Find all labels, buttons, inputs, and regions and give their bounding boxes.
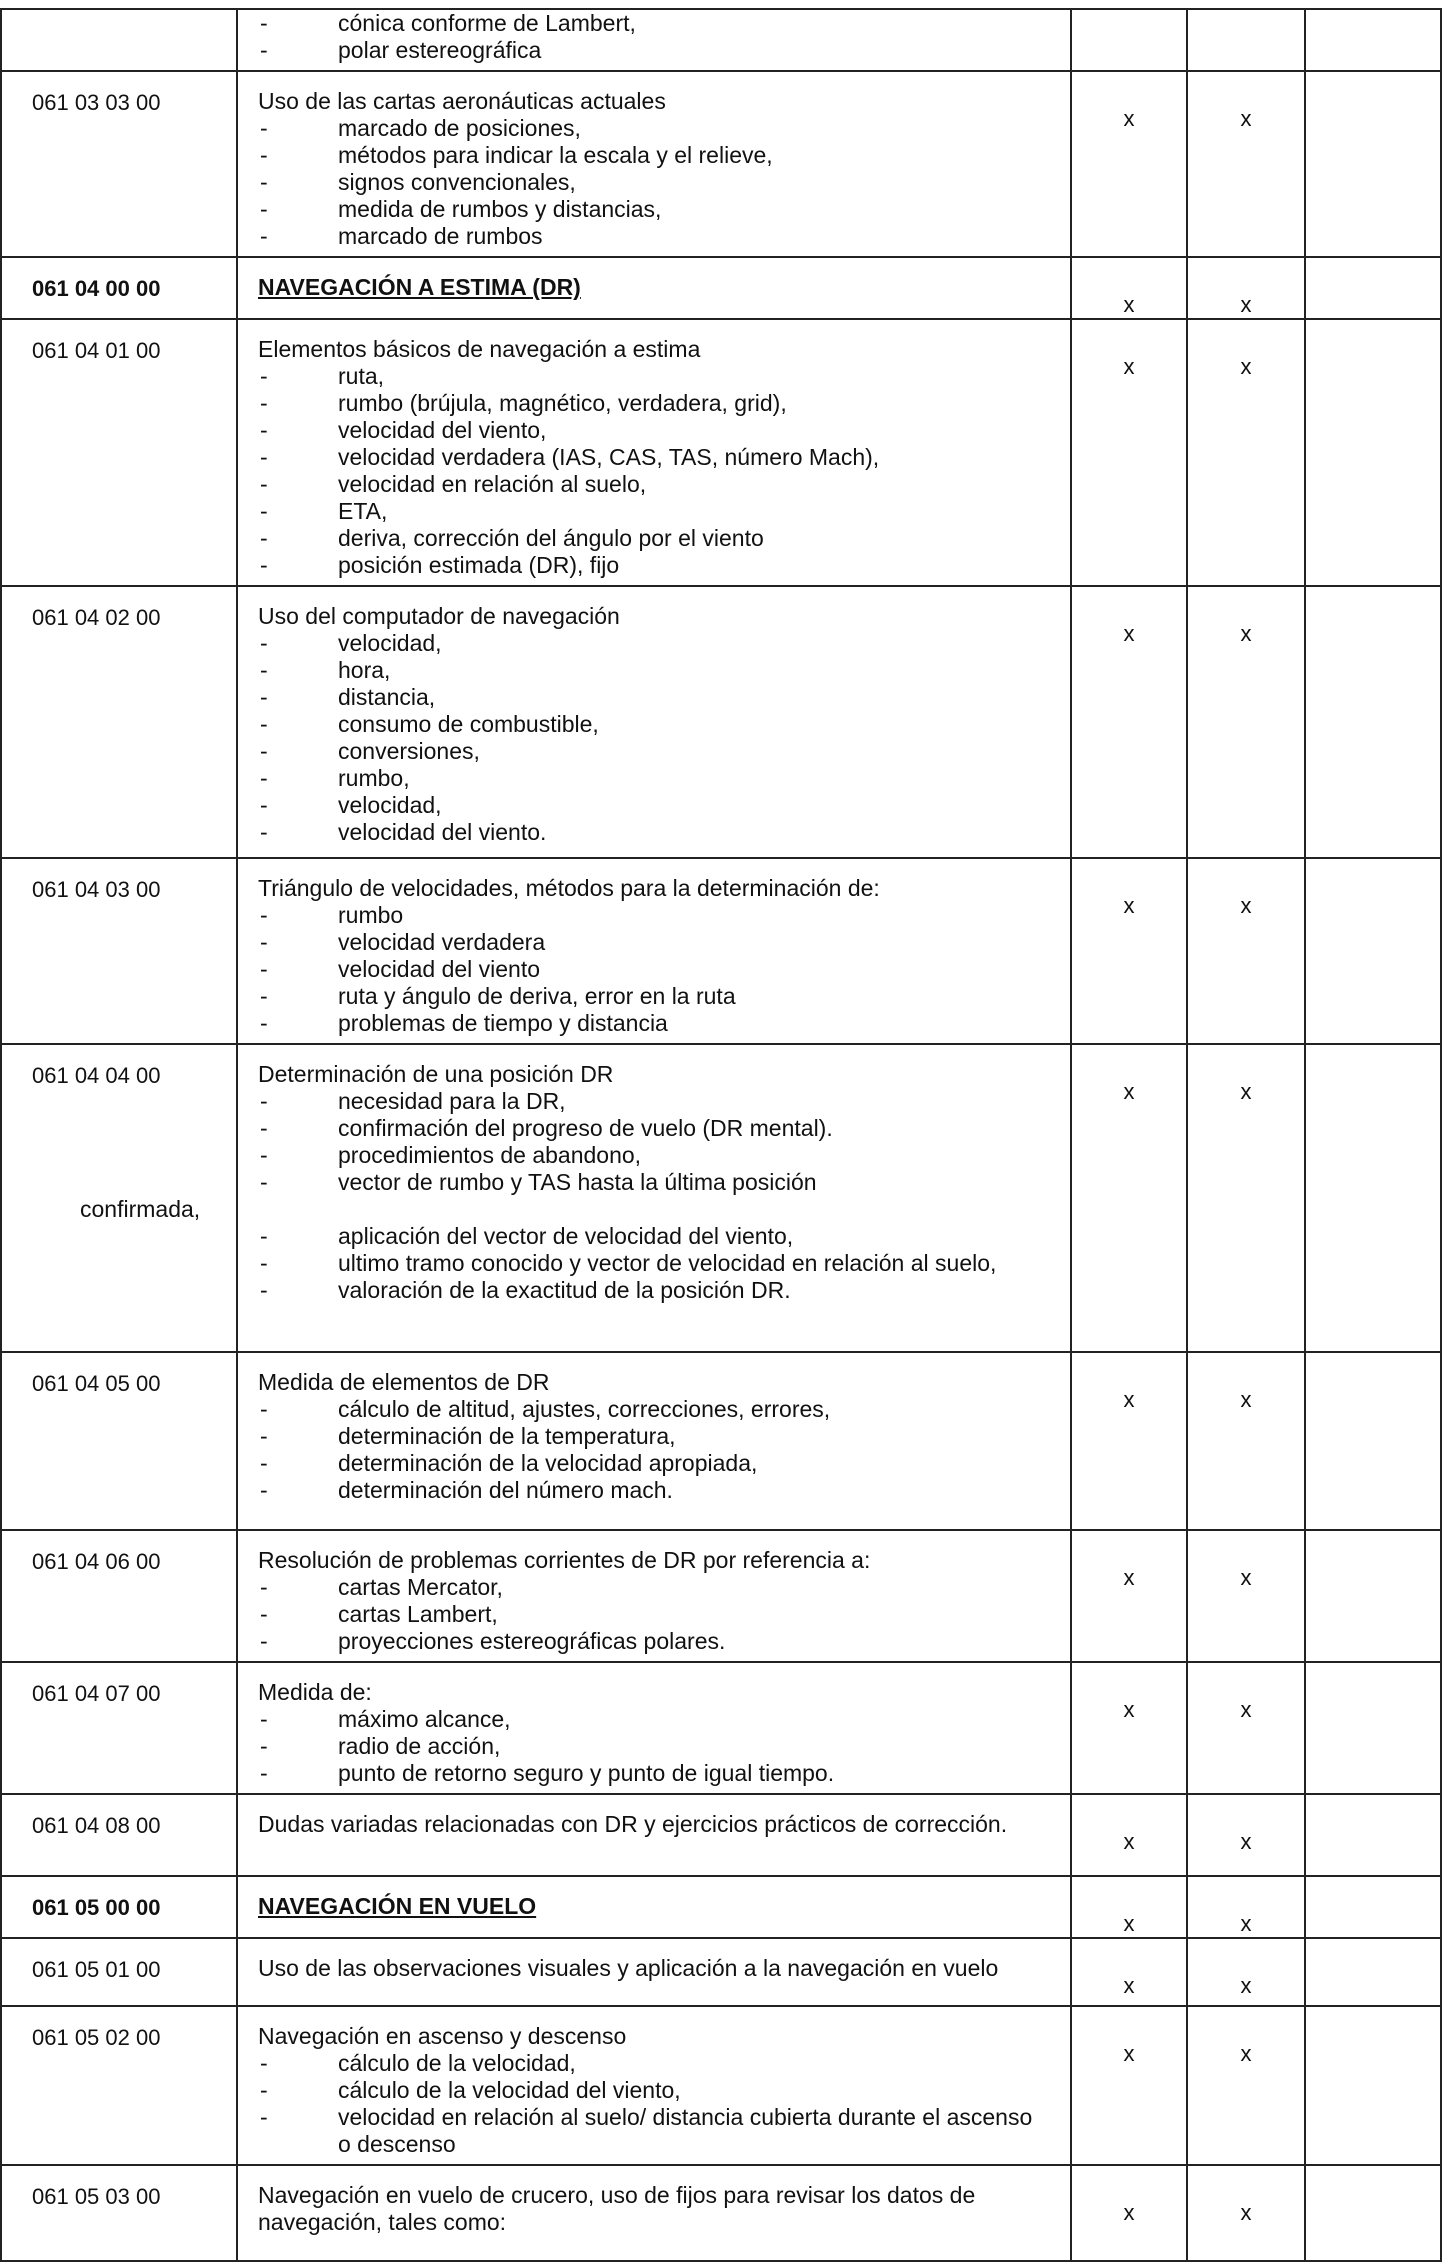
list-item: - velocidad en relación al suelo/ distancia cubierta durante el ascenso o descenso [258,2104,1050,2158]
list-item: - velocidad verdadera (IAS, CAS, TAS, número Mach), [258,444,1050,471]
row-description [237,257,1071,319]
list-item: - radio de acción, [258,1733,1050,1760]
list-item: - velocidad del viento [258,956,1050,983]
row-mark-1: x [1071,586,1187,858]
row-description [237,586,1071,858]
row-description [237,1938,1071,2006]
syllabus-row [1,71,1441,257]
list-item: - métodos para indicar la escala y el relieve, [258,142,1050,169]
row-code: 061 05 02 00 [1,2006,237,2165]
list-item: - valoración de la exactitud de la posición DR. [258,1277,1050,1304]
row-code: 061 04 03 00 [1,858,237,1044]
row-mark-2: x [1187,1352,1305,1530]
row-description [237,1530,1071,1662]
row-mark-2: x [1187,1794,1305,1876]
row-description [237,2165,1071,2261]
row-code: 061 04 07 00 [1,1662,237,1794]
row-mark-3 [1305,2165,1441,2261]
syllabus-row [1,1352,1441,1530]
row-item-list [258,1574,1050,1655]
list-item: - procedimientos de abandono, [258,1142,1050,1169]
row-code: 061 04 02 00 [1,586,237,858]
row-mark-3 [1305,9,1441,71]
row-title: Navegación en ascenso y descenso [258,2023,627,2049]
row-mark-1: x [1071,1044,1187,1352]
list-item: - hora, [258,657,1050,684]
list-item: - consumo de combustible, [258,711,1050,738]
list-item: - velocidad, [258,630,1050,657]
row-mark-1: x [1071,2165,1187,2261]
row-mark-3 [1305,1794,1441,1876]
row-item-list [258,10,1050,64]
row-mark-3 [1305,71,1441,257]
list-item: - cálculo de altitud, ajustes, correcciones, errores, [258,1396,1050,1423]
row-code [1,9,237,71]
row-description [237,9,1071,71]
row-mark-2: x [1187,858,1305,1044]
row-title: NAVEGACIÓN EN VUELO [258,1893,537,1919]
row-mark-2 [1187,9,1305,71]
row-mark-2: x [1187,1044,1305,1352]
row-mark-3 [1305,1352,1441,1530]
list-item: - proyecciones estereográficas polares. [258,1628,1050,1655]
syllabus-rows [1,9,1441,2261]
syllabus-row [1,586,1441,858]
syllabus-row [1,1938,1441,2006]
list-item: - velocidad del viento, [258,417,1050,444]
list-item: - signos convencionales, [258,169,1050,196]
row-title: NAVEGACIÓN A ESTIMA (DR) [258,274,581,300]
row-item-list [258,1706,1050,1787]
row-mark-2: x [1187,1662,1305,1794]
syllabus-table [0,8,1442,2262]
list-item: - ruta y ángulo de deriva, error en la ruta [258,983,1050,1010]
row-mark-1: x [1071,1876,1187,1938]
list-item: - posición estimada (DR), fijo [258,552,1050,579]
row-mark-1: x [1071,2006,1187,2165]
row-mark-3 [1305,319,1441,586]
row-mark-3 [1305,257,1441,319]
row-mark-2: x [1187,71,1305,257]
row-mark-3 [1305,586,1441,858]
row-code: 061 04 05 00 [1,1352,237,1530]
syllabus-row [1,1530,1441,1662]
row-title: Elementos básicos de navegación a estima [258,336,701,362]
syllabus-row [1,2006,1441,2165]
row-description [237,1876,1071,1938]
list-item: - cartas Lambert, [258,1601,1050,1628]
row-description [237,1352,1071,1530]
list-item: - ruta, [258,363,1050,390]
row-mark-2: x [1187,1938,1305,2006]
list-item: - determinación de la temperatura, [258,1423,1050,1450]
row-description [237,71,1071,257]
list-item: - determinación de la velocidad apropiada, [258,1450,1050,1477]
row-title: Uso de las cartas aeronáuticas actuales [258,88,666,114]
row-mark-3 [1305,1044,1441,1352]
row-title: Resolución de problemas corrientes de DR por referencia a: [258,1547,871,1573]
row-mark-1: x [1071,1662,1187,1794]
list-item: confirmada, [80,1196,201,1222]
list-item: - cálculo de la velocidad del viento, [258,2077,1050,2104]
row-title: Triángulo de velocidades, métodos para la determinación de: [258,875,880,901]
row-code: 061 05 00 00 [1,1876,237,1938]
list-item: - polar estereográfica [258,37,1050,64]
list-item: - determinación del número mach. [258,1477,1050,1504]
syllabus-row [1,1876,1441,1938]
row-code: 061 04 08 00 [1,1794,237,1876]
row-mark-3 [1305,1662,1441,1794]
row-mark-2: x [1187,2006,1305,2165]
row-title: Navegación en vuelo de crucero, uso de fijos para revisar los datos de navegación, tales como: [258,2182,976,2235]
syllabus-row [1,257,1441,319]
row-mark-1: x [1071,1938,1187,2006]
list-item: - cónica conforme de Lambert, [258,10,1050,37]
row-mark-1: x [1071,257,1187,319]
row-code: 061 04 06 00 [1,1530,237,1662]
list-item: - deriva, corrección del ángulo por el viento [258,525,1050,552]
row-item-list [258,115,1050,250]
row-mark-3 [1305,858,1441,1044]
row-mark-1 [1071,9,1187,71]
row-mark-2: x [1187,2165,1305,2261]
list-item: - velocidad en relación al suelo, [258,471,1050,498]
row-mark-3 [1305,2006,1441,2165]
row-title: Determinación de una posición DR [258,1061,614,1087]
row-code: 061 03 03 00 [1,71,237,257]
row-description [237,2006,1071,2165]
list-item: - cálculo de la velocidad, [258,2050,1050,2077]
row-description [237,1794,1071,1876]
row-mark-1: x [1071,1530,1187,1662]
row-title: Uso del computador de navegación [258,603,620,629]
list-item: - medida de rumbos y distancias, [258,196,1050,223]
row-mark-3 [1305,1876,1441,1938]
row-code: 061 04 04 00 [1,1044,237,1352]
row-description [237,1662,1071,1794]
list-item: - distancia, [258,684,1050,711]
list-item: - problemas de tiempo y distancia [258,1010,1050,1037]
row-mark-1: x [1071,1794,1187,1876]
syllabus-row [1,1662,1441,1794]
list-item: - ETA, [258,498,1050,525]
row-item-list [258,902,1050,1037]
list-item: - marcado de rumbos [258,223,1050,250]
row-item-list [80,1088,1050,1304]
syllabus-sheet [0,8,1440,2262]
row-item-list [258,363,1050,579]
list-item: - punto de retorno seguro y punto de igual tiempo. [258,1760,1050,1787]
list-item: - velocidad verdadera [258,929,1050,956]
row-description [237,319,1071,586]
list-item: - velocidad del viento. [258,819,1050,846]
row-mark-1: x [1071,71,1187,257]
row-item-list [258,630,1050,846]
row-code: 061 04 00 00 [1,257,237,319]
row-mark-2: x [1187,257,1305,319]
row-mark-3 [1305,1530,1441,1662]
row-mark-2: x [1187,1530,1305,1662]
row-code: 061 05 01 00 [1,1938,237,2006]
syllabus-row [1,858,1441,1044]
row-title: Medida de: [258,1679,372,1705]
list-item: - rumbo [258,902,1050,929]
row-code: 061 05 03 00 [1,2165,237,2261]
row-mark-3 [1305,1938,1441,2006]
syllabus-row [1,1794,1441,1876]
row-description [237,858,1071,1044]
row-mark-2: x [1187,1876,1305,1938]
syllabus-row [1,2165,1441,2261]
row-item-list [258,1396,1050,1504]
syllabus-row [1,319,1441,586]
list-item: - cartas Mercator, [258,1574,1050,1601]
row-title: Dudas variadas relacionadas con DR y ejercicios prácticos de corrección. [258,1811,1008,1837]
list-item: - velocidad, [258,792,1050,819]
row-mark-2: x [1187,586,1305,858]
syllabus-row [1,9,1441,71]
row-mark-1: x [1071,319,1187,586]
row-item-list [258,2050,1050,2158]
row-mark-1: x [1071,1352,1187,1530]
list-item: - rumbo, [258,765,1050,792]
row-mark-2: x [1187,319,1305,586]
row-title: Medida de elementos de DR [258,1369,550,1395]
list-item: - conversiones, [258,738,1050,765]
row-mark-1: x [1071,858,1187,1044]
syllabus-row [1,1044,1441,1352]
list-item: - aplicación del vector de velocidad del viento, [258,1223,1050,1250]
row-title: Uso de las observaciones visuales y aplicación a la navegación en vuelo [258,1955,999,1981]
list-item: - confirmación del progreso de vuelo (DR mental). [258,1115,1050,1142]
list-item: - marcado de posiciones, [258,115,1050,142]
list-item: - necesidad para la DR, [258,1088,1050,1115]
row-code: 061 04 01 00 [1,319,237,586]
list-item: - ultimo tramo conocido y vector de velocidad en relación al suelo, [258,1250,1050,1277]
list-item: - rumbo (brújula, magnético, verdadera, grid), [258,390,1050,417]
list-item: - vector de rumbo y TAS hasta la última posición [258,1169,1050,1196]
list-item: - máximo alcance, [258,1706,1050,1733]
